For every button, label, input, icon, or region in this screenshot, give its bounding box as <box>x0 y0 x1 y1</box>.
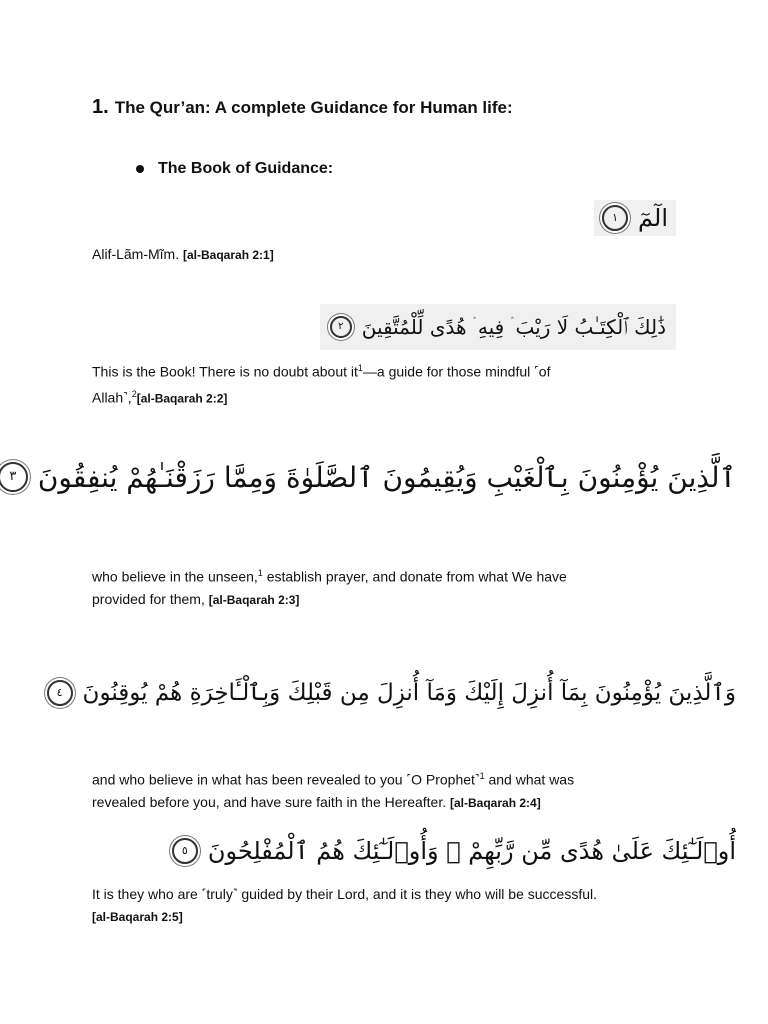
bullet-icon <box>136 165 144 173</box>
arabic-verse-5 <box>172 826 736 876</box>
ayah-marker-3-icon: ٣ <box>0 462 28 492</box>
translation-3-part-a: who believe in the unseen, <box>92 568 258 585</box>
translation-4-part-a: and who believe in what has been revealed to you ˹O Prophet˺ <box>92 771 480 788</box>
arabic-text-2: ذَٰلِكَ ٱلْكِتَـٰبُ لَا رَيْبَ ۛ فِيهِ ۛ هُدًى لِّلْمُتَّقِينَ <box>361 315 666 339</box>
arabic-verse-3 <box>0 450 736 504</box>
ayah-marker-5-icon: ٥ <box>172 838 198 864</box>
translation-2-part-c: Allah˺, <box>92 389 132 406</box>
reference-5: [al-Baqarah 2:5] <box>92 910 183 924</box>
footnote-marker: 1 <box>257 568 263 578</box>
footnote-marker: 2 <box>131 388 137 399</box>
subheading: The Book of Guidance: <box>158 160 334 177</box>
footnote-marker: 1 <box>479 771 485 781</box>
translation-4-part-b: and what was <box>484 771 575 788</box>
arabic-text-3: ٱلَّذِينَ يُؤْمِنُونَ بِٱلْغَيْبِ وَيُقِيمُونَ ٱلصَّلَوٰةَ وَمِمَّا رَزَقْنَـٰهُمْ يُنفِقُونَ <box>37 460 736 494</box>
translation-3 <box>92 562 672 611</box>
section-title: The Qur’an: A complete Guidance for Human life: <box>114 98 513 117</box>
subheading-row <box>136 160 333 178</box>
footnote-marker: 1 <box>357 363 363 373</box>
reference-2: [al-Baqarah 2:2] <box>136 391 228 406</box>
reference-3: [al-Baqarah 2:3] <box>208 592 300 607</box>
translation-4-part-c: revealed before you, and have sure faith in the Hereafter. <box>92 793 447 810</box>
translation-2 <box>92 357 672 409</box>
translation-1-text: Alif-Lãm-Mĩm. <box>92 246 180 262</box>
arabic-text-5: أُو۟لَـٰٓئِكَ عَلَىٰ هُدًى مِّن رَّبِّهِمْ ۖ وَأُو۟لَـٰٓئِكَ هُمُ ٱلْمُفْلِحُونَ <box>207 837 736 865</box>
arabic-verse-4 <box>47 668 736 718</box>
translation-5 <box>92 883 672 928</box>
arabic-verse-2 <box>320 304 676 350</box>
section-heading <box>92 96 513 119</box>
section-number: 1. <box>92 96 109 118</box>
reference-1: [al-Baqarah 2:1] <box>183 248 274 262</box>
ayah-marker-1-icon: ١ <box>602 205 628 231</box>
translation-5-text: It is they who are ˹truly˺ guided by their Lord, and it is they who will be successful. <box>92 886 598 902</box>
translation-2-part-a: This is the Book! There is no doubt about it <box>92 363 358 380</box>
reference-4: [al-Baqarah 2:4] <box>450 795 541 810</box>
translation-2-part-b: —a guide for those mindful ˹of <box>362 363 551 380</box>
ayah-marker-4-icon: ٤ <box>47 680 73 706</box>
arabic-verse-1 <box>594 200 676 236</box>
translation-1 <box>92 243 672 266</box>
translation-4 <box>92 765 672 814</box>
translation-3-part-c: provided for them, <box>92 590 205 607</box>
arabic-text-4: وَٱلَّذِينَ يُؤْمِنُونَ بِمَآ أُنزِلَ إِلَيْكَ وَمَآ أُنزِلَ مِن قَبْلِكَ وَبِٱلْـَٔاخِرَةِ هُمْ يُوقِنُونَ <box>82 680 736 706</box>
ayah-marker-2-icon: ٢ <box>330 316 352 338</box>
translation-3-part-b: establish prayer, and donate from what We have <box>262 568 567 585</box>
arabic-text-1: الٓمٓ <box>638 204 668 232</box>
